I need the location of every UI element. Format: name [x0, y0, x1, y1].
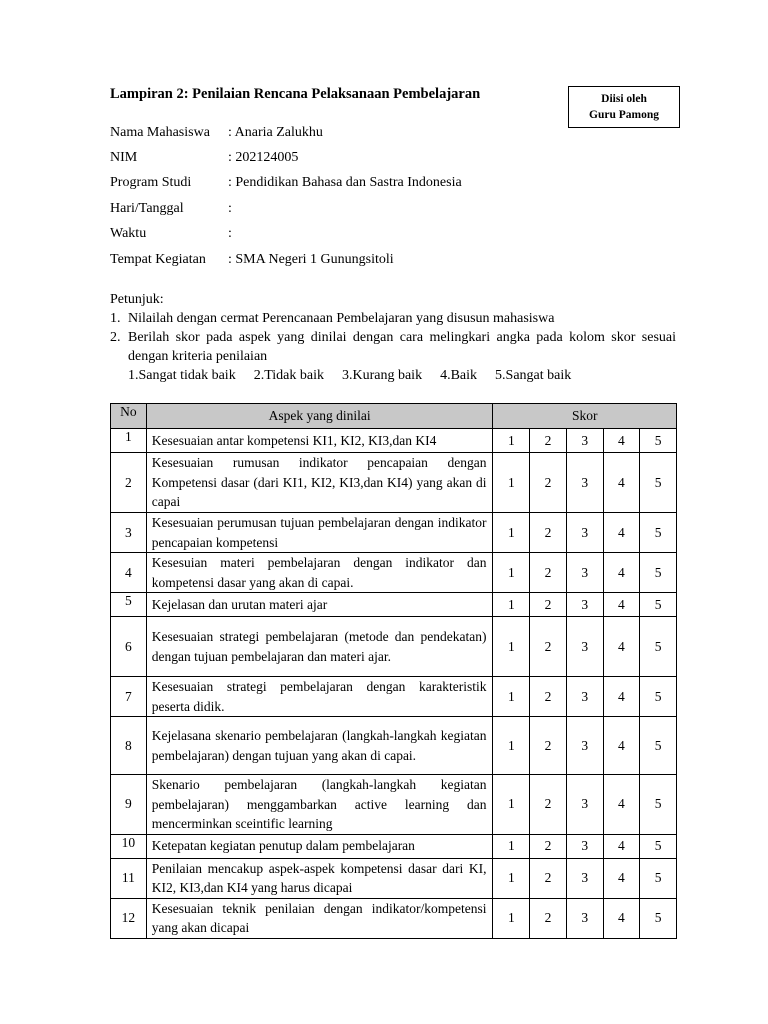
score-option[interactable]: 4 — [603, 593, 640, 617]
score-option[interactable]: 5 — [640, 453, 677, 513]
criteria-item: 3.Kurang baik — [341, 368, 423, 383]
score-option[interactable]: 5 — [640, 617, 677, 677]
score-option[interactable]: 3 — [566, 453, 603, 513]
score-option[interactable]: 4 — [603, 775, 640, 835]
score-option[interactable]: 1 — [493, 775, 530, 835]
info-label: Nama Mahasiswa — [110, 124, 210, 140]
score-option[interactable]: 4 — [603, 898, 640, 938]
table-row — [111, 429, 677, 453]
table-row — [111, 834, 677, 858]
info-value: : 202124005 — [228, 150, 299, 166]
score-option[interactable]: 4 — [603, 429, 640, 453]
aspect-text: Kesesuaian antar kompetensi KI1, KI2, KI3,dan KI4 — [146, 429, 493, 453]
score-option[interactable]: 2 — [530, 453, 567, 513]
score-option[interactable]: 3 — [566, 898, 603, 938]
score-option[interactable]: 2 — [530, 593, 567, 617]
score-option[interactable]: 5 — [640, 513, 677, 553]
info-value: : Pendidikan Bahasa dan Sastra Indonesia — [228, 175, 462, 191]
instructions — [110, 290, 676, 385]
score-option[interactable]: 1 — [493, 898, 530, 938]
score-option[interactable]: 2 — [530, 429, 567, 453]
score-option[interactable]: 3 — [566, 717, 603, 775]
info-row-place — [110, 247, 462, 272]
badge-line-2: Guru Pamong — [589, 109, 659, 121]
score-option[interactable]: 2 — [530, 898, 567, 938]
row-number: 2 — [111, 453, 147, 513]
row-number: 1 — [111, 429, 147, 453]
row-number: 3 — [111, 513, 147, 553]
row-number: 4 — [111, 553, 147, 593]
score-option[interactable]: 1 — [493, 858, 530, 898]
score-option[interactable]: 5 — [640, 858, 677, 898]
score-option[interactable]: 5 — [640, 717, 677, 775]
table-row — [111, 677, 677, 717]
aspect-text: Kesesuaian teknik penilaian dengan indikator/kompetensi yang akan dicapai — [146, 898, 493, 938]
criteria-item: 1.Sangat tidak baik — [128, 368, 236, 383]
aspect-text: Kesesuaian strategi pembelajaran dengan karakteristik peserta didik. — [146, 677, 493, 717]
score-option[interactable]: 1 — [493, 553, 530, 593]
score-option[interactable]: 4 — [603, 513, 640, 553]
info-row-program — [110, 171, 462, 196]
table-row — [111, 617, 677, 677]
score-option[interactable]: 2 — [530, 617, 567, 677]
criteria-item: 5.Sangat baik — [495, 368, 572, 383]
table-row — [111, 453, 677, 513]
aspect-text: Skenario pembelajaran (langkah-langkah kegiatan pembelajaran) menggambarkan active learning dan mencerminkan sceintific learning — [146, 775, 493, 835]
score-option[interactable]: 4 — [603, 453, 640, 513]
score-option[interactable]: 3 — [566, 593, 603, 617]
score-option[interactable]: 3 — [566, 513, 603, 553]
score-option[interactable]: 1 — [493, 593, 530, 617]
table-row — [111, 593, 677, 617]
instruction-text: Nilailah dengan cermat Perencanaan Pembelajaran yang disusun mahasiswa — [128, 311, 555, 326]
score-option[interactable]: 2 — [530, 717, 567, 775]
row-number: 12 — [111, 898, 147, 938]
criteria-item: 2.Tidak baik — [253, 368, 324, 383]
assessment-table — [110, 403, 677, 939]
info-label: Tempat Kegiatan — [110, 251, 206, 267]
info-label: Hari/Tanggal — [110, 200, 184, 216]
table-row — [111, 553, 677, 593]
instruction-item — [110, 328, 676, 366]
student-info — [110, 120, 462, 272]
score-option[interactable]: 1 — [493, 677, 530, 717]
criteria-item: 4.Baik — [440, 368, 478, 383]
score-option[interactable]: 4 — [603, 677, 640, 717]
header-aspect: Aspek yang dinilai — [146, 404, 493, 429]
row-number: 10 — [111, 834, 147, 858]
score-option[interactable]: 2 — [530, 513, 567, 553]
info-row-date — [110, 196, 462, 221]
aspect-text: Kesesuaian strategi pembelajaran (metode dan pendekatan) dengan tujuan pembelajaran dan materi ajar. — [146, 617, 493, 677]
aspect-text: Penilaian mencakup aspek-aspek kompetensi dasar dari KI, KI2, KI3,dan KI4 yang harus dicapai — [146, 858, 493, 898]
info-row-time — [110, 222, 462, 247]
table-body — [111, 429, 677, 939]
table-row — [111, 513, 677, 553]
score-option[interactable]: 4 — [603, 617, 640, 677]
table-header-row — [111, 404, 677, 429]
row-number: 7 — [111, 677, 147, 717]
badge-line-1: Diisi oleh — [601, 93, 647, 105]
score-option[interactable]: 2 — [530, 858, 567, 898]
instruction-number: 2. — [110, 330, 121, 345]
criteria-list — [110, 366, 676, 385]
aspect-text: Kejelasan dan urutan materi ajar — [146, 593, 493, 617]
score-option[interactable]: 4 — [603, 717, 640, 775]
row-number: 8 — [111, 717, 147, 775]
score-option[interactable]: 3 — [566, 677, 603, 717]
row-number: 5 — [111, 593, 147, 617]
aspect-text: Kesesuaian rumusan indikator pencapaian dengan Kompetensi dasar (dari KI1, KI2, KI3,dan KI4) yang akan di capai — [146, 453, 493, 513]
aspect-text: Ketepatan kegiatan penutup dalam pembelajaran — [146, 834, 493, 858]
info-row-name — [110, 120, 462, 145]
aspect-text: Kesesuaian perumusan tujuan pembelajaran dengan indikator pencapaian kompetensi — [146, 513, 493, 553]
score-option[interactable]: 2 — [530, 775, 567, 835]
score-option[interactable]: 3 — [566, 553, 603, 593]
score-option[interactable]: 1 — [493, 617, 530, 677]
info-value: : — [228, 226, 232, 242]
info-row-nim — [110, 145, 462, 170]
score-option[interactable]: 5 — [640, 775, 677, 835]
header-score: Skor — [493, 404, 677, 429]
score-option[interactable]: 5 — [640, 898, 677, 938]
score-option[interactable]: 3 — [566, 429, 603, 453]
info-value: : — [228, 200, 232, 216]
score-option[interactable]: 1 — [493, 834, 530, 858]
instruction-item — [110, 309, 676, 328]
score-option[interactable]: 3 — [566, 617, 603, 677]
info-label: Program Studi — [110, 175, 192, 191]
score-option[interactable]: 2 — [530, 677, 567, 717]
score-option[interactable]: 5 — [640, 593, 677, 617]
row-number: 11 — [111, 858, 147, 898]
score-option[interactable]: 1 — [493, 513, 530, 553]
aspect-text: Kejelasana skenario pembelajaran (langkah-langkah kegiatan pembelajaran) dengan tujuan yang akan di capai. — [146, 717, 493, 775]
score-option[interactable]: 3 — [566, 834, 603, 858]
info-label: Waktu — [110, 226, 147, 242]
table-row — [111, 858, 677, 898]
info-label: NIM — [110, 150, 138, 166]
score-option[interactable]: 4 — [603, 834, 640, 858]
score-option[interactable]: 4 — [603, 858, 640, 898]
info-value: : Anaria Zalukhu — [228, 124, 323, 140]
row-number: 9 — [111, 775, 147, 835]
score-option[interactable]: 5 — [640, 834, 677, 858]
filled-by-badge — [568, 86, 680, 128]
score-option[interactable]: 1 — [493, 453, 530, 513]
score-option[interactable]: 3 — [566, 858, 603, 898]
score-option[interactable]: 2 — [530, 553, 567, 593]
score-option[interactable]: 5 — [640, 553, 677, 593]
table-row — [111, 717, 677, 775]
table-row — [111, 898, 677, 938]
instruction-text: Berilah skor pada aspek yang dinilai dengan cara melingkari angka pada kolom skor sesuai dengan kriteria penilaian — [128, 330, 676, 364]
table-row — [111, 775, 677, 835]
page-title: Lampiran 2: Penilaian Rencana Pelaksanaan Pembelajaran — [110, 86, 481, 102]
score-option[interactable]: 5 — [640, 429, 677, 453]
score-option[interactable]: 4 — [603, 553, 640, 593]
aspect-text: Kesesuian materi pembelajaran dengan indikator dan kompetensi dasar yang akan di capai. — [146, 553, 493, 593]
score-option[interactable]: 2 — [530, 834, 567, 858]
score-option[interactable]: 1 — [493, 429, 530, 453]
instructions-heading: Petunjuk: — [110, 292, 164, 307]
score-option[interactable]: 5 — [640, 677, 677, 717]
score-option[interactable]: 3 — [566, 775, 603, 835]
score-option[interactable]: 1 — [493, 717, 530, 775]
info-value: : SMA Negeri 1 Gunungsitoli — [228, 251, 394, 267]
instruction-number: 1. — [110, 311, 121, 326]
row-number: 6 — [111, 617, 147, 677]
header-no: No — [111, 404, 147, 429]
